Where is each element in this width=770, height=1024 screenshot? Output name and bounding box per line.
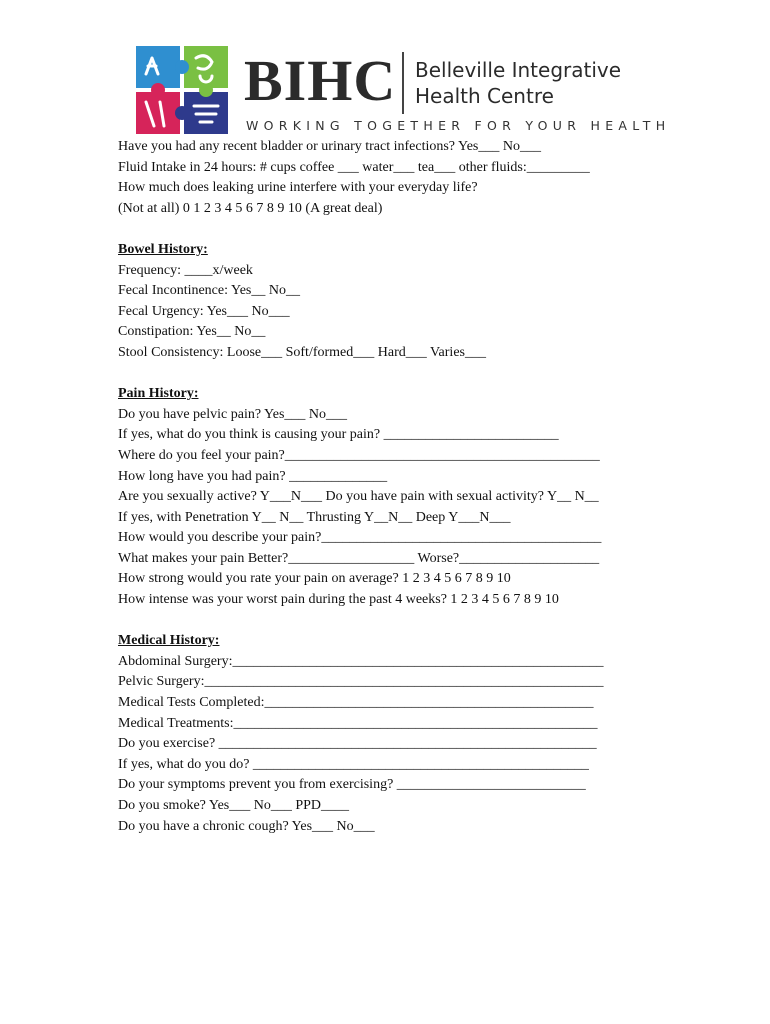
smoke-question: Do you smoke? Yes___ No___ PPD____ bbox=[118, 798, 350, 813]
leaking-scale: (Not at all) 0 1 2 3 4 5 6 7 8 9 10 (A great deal) bbox=[118, 200, 383, 216]
pelvic-pain-question: Do you have pelvic pain? Yes___ No___ bbox=[118, 406, 348, 422]
pain-better-worse-question: What makes your pain Better?__________________ Worse?____________________ bbox=[118, 550, 600, 566]
logo-abbreviation: BIHC bbox=[244, 48, 397, 113]
exercise-type-question: If yes, what do you do? ________________________________________________ bbox=[118, 756, 589, 772]
logo-tagline: WORKING TOGETHER FOR YOUR HEALTH bbox=[246, 118, 671, 133]
fecal-urgency: Fecal Urgency: Yes___ No___ bbox=[118, 303, 290, 319]
pain-heading: Pain History: bbox=[118, 386, 199, 402]
logo-divider bbox=[402, 52, 404, 114]
pain-worst-scale: How intense was your worst pain during the past 4 weeks? 1 2 3 4 5 6 7 8 9 10 bbox=[118, 592, 559, 608]
bladder-section bbox=[118, 137, 658, 219]
medical-section bbox=[118, 631, 658, 837]
bowel-heading: Bowel History: bbox=[118, 241, 208, 257]
bowel-frequency: Frequency: ____x/week bbox=[118, 262, 253, 278]
penetration-pain-question: If yes, with Penetration Y__ N__ Thrusting Y__N__ Deep Y___N___ bbox=[118, 509, 511, 525]
logo-name-line-2: Health Centre bbox=[415, 84, 554, 108]
pelvic-surgery: Pelvic Surgery:_________________________________________________________ bbox=[118, 674, 604, 690]
abdominal-surgery: Abdominal Surgery:_____________________________________________________ bbox=[118, 653, 604, 669]
exercise-question: Do you exercise? ______________________________________________________ bbox=[118, 736, 597, 752]
bihc-logo bbox=[134, 44, 671, 144]
pain-description-question: How would you describe your pain?________________________________________ bbox=[118, 530, 602, 546]
sexual-activity-question: Are you sexually active? Y___N___ Do you have pain with sexual activity? Y__ N__ bbox=[118, 489, 599, 505]
medical-heading: Medical History: bbox=[118, 633, 220, 649]
medical-treatments: Medical Treatments:____________________________________________________ bbox=[118, 715, 598, 731]
bowel-section bbox=[118, 240, 658, 364]
chronic-cough-question: Do you have a chronic cough? Yes___ No___ bbox=[118, 818, 375, 834]
stool-consistency: Stool Consistency: Loose___ Soft/formed___ Hard___ Varies___ bbox=[118, 344, 486, 360]
puzzle-logo-icon bbox=[134, 44, 230, 136]
fecal-incontinence: Fecal Incontinence: Yes__ No__ bbox=[118, 283, 300, 299]
pain-section bbox=[118, 384, 658, 611]
form-content bbox=[118, 137, 658, 837]
leaking-interference-question: How much does leaking urine interfere with your everyday life? bbox=[118, 180, 478, 196]
pain-duration-question: How long have you had pain? ______________ bbox=[118, 468, 388, 484]
pain-location-question: Where do you feel your pain?_____________________________________________ bbox=[118, 447, 600, 463]
pain-cause-question: If yes, what do you think is causing your pain? _________________________ bbox=[118, 427, 559, 443]
bladder-infection-question: Have you had any recent bladder or urinary tract infections? Yes___ No___ bbox=[118, 139, 541, 154]
pain-average-scale: How strong would you rate your pain on average? 1 2 3 4 5 6 7 8 9 10 bbox=[118, 571, 511, 587]
exercise-prevent-question: Do your symptoms prevent you from exercising? ___________________________ bbox=[118, 777, 586, 793]
fluid-intake-question: Fluid Intake in 24 hours: # cups coffee ___ water___ tea___ other fluids:_________ bbox=[118, 159, 590, 175]
logo-name-line-1: Belleville Integrative bbox=[415, 58, 622, 82]
medical-tests: Medical Tests Completed:_______________________________________________ bbox=[118, 695, 594, 711]
constipation: Constipation: Yes__ No__ bbox=[118, 324, 266, 340]
